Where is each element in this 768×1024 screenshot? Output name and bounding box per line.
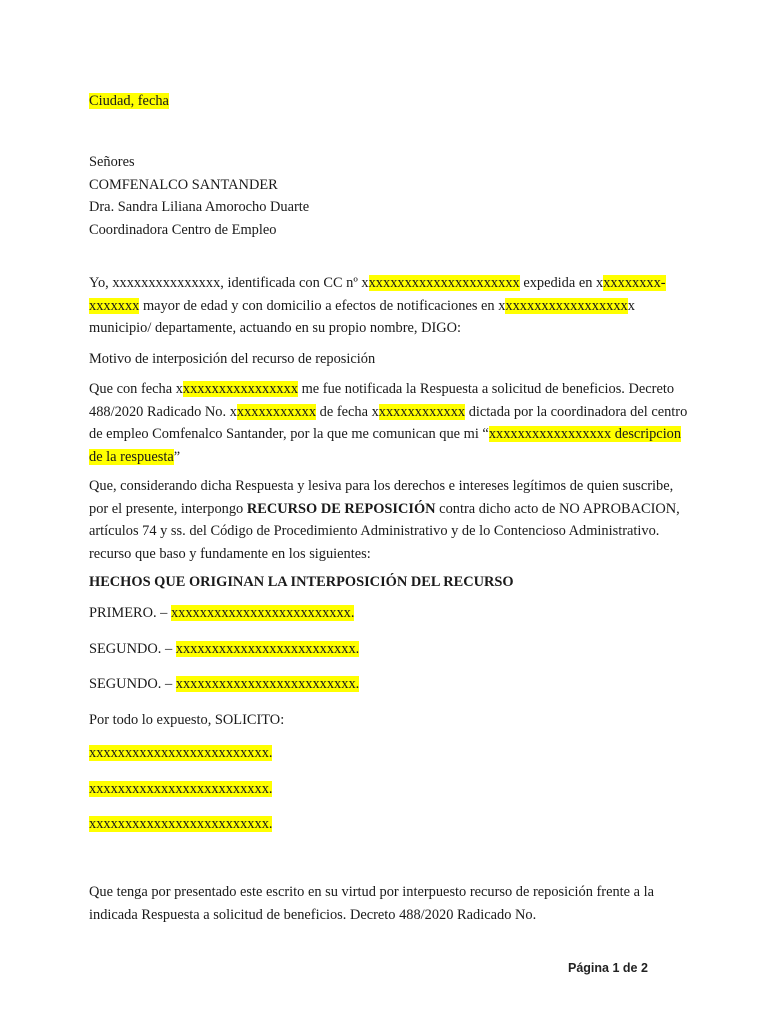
recurso-reposicion-bold: RECURSO DE REPOSICIÓN [246, 500, 436, 517]
hecho-text: xxxxxxxxxxxxxxxxxxxxxxxxx. [175, 676, 360, 692]
hechos-title: HECHOS QUE ORIGINAN LA INTERPOSICIÓN DEL RECURSO [89, 574, 514, 590]
intro-text-3: mayor de edad y con domicilio a efectos de notificaciones en x [139, 297, 506, 314]
hecho-label: SEGUNDO. – [89, 676, 176, 692]
recipient-role: Coordinadora Centro de Empleo [89, 221, 277, 238]
motivo-title: Motivo de interposición del recurso de reposición [89, 351, 376, 367]
motivo-text-1: Que con fecha x [89, 381, 183, 397]
solicito-text: xxxxxxxxxxxxxxxxxxxxxxxxx. [89, 816, 273, 832]
motivo-text-2: me fue notificada la Respuesta a solicitud de beneficios. Decreto 488/2020 Radicado No. x [89, 381, 675, 420]
hecho-item [89, 638, 689, 661]
considerando-text-1: Que, considerando dicha Respuesta y lesiva para los derechos e intereses legítimos de quien suscribe, por el presente, interpongo [89, 478, 674, 517]
intro-text-2: expedida en x [519, 275, 604, 291]
closing-paragraph: Que tenga por presentado este escrito en su virtud por interpuesto recurso de reposición frente a la indicada Respuesta a solicitud de beneficios. Decreto 488/2020 Radicado No. [89, 884, 655, 923]
considerando-text-2: contra dicho acto de NO APROBACION, artículos 74 y ss. del Código de Procedimiento Administrativo y de lo Contencioso Administrativo. recurso que baso y fundamente en los siguientes: [89, 500, 680, 562]
intro-text-4: x municipio/ departamente, actuando en su propio nombre, DIGO: [89, 297, 635, 336]
motivo-text-3: de fecha x [316, 403, 379, 420]
solicito-title: Por todo lo expuesto, SOLICITO: [89, 712, 285, 728]
considerando-paragraph [89, 475, 689, 565]
salutation: Señores [89, 154, 135, 170]
hecho-label: PRIMERO. – [89, 605, 171, 621]
page-number: Página 1 de 2 [568, 961, 648, 975]
motivo-description: xxxxxxxxxxxxxxxxx descripcion de la respuesta [89, 426, 682, 465]
hecho-text: xxxxxxxxxxxxxxxxxxxxxxxxx. [175, 641, 360, 657]
city-date [89, 90, 689, 113]
intro-cc: xxxxxxxxxxxxxxxxxxxxx [368, 275, 520, 291]
intro-address: xxxxxxxxxxxxxxxxx [505, 297, 628, 314]
hecho-item [89, 602, 689, 625]
solicito-text: xxxxxxxxxxxxxxxxxxxxxxxxx. [89, 781, 273, 797]
hecho-item [89, 673, 689, 696]
recipient-block [89, 151, 689, 241]
solicito-item [89, 778, 689, 801]
motivo-text-5: ” [173, 448, 181, 465]
motivo-date-1: xxxxxxxxxxxxxxxx [182, 381, 299, 397]
solicito-item [89, 813, 689, 836]
intro-text-1: Yo, xxxxxxxxxxxxxxx, identificada con CC nº x [89, 275, 369, 291]
motivo-radicado: xxxxxxxxxxx [236, 403, 317, 420]
hecho-text: xxxxxxxxxxxxxxxxxxxxxxxxx. [170, 605, 355, 621]
intro-paragraph [89, 272, 689, 340]
solicito-text: xxxxxxxxxxxxxxxxxxxxxxxxx. [89, 745, 273, 761]
city-date-text: Ciudad, fecha [89, 93, 169, 109]
motivo-text-4: dictada por la coordinadora del centro de empleo Comfenalco Santander, por la que me comunican que mi “ [89, 403, 688, 442]
recipient-org: COMFENALCO SANTANDER [89, 176, 278, 193]
motivo-date-2: xxxxxxxxxxxx [378, 403, 466, 420]
recipient-name: Dra. Sandra Liliana Amorocho Duarte [89, 199, 310, 215]
solicito-item [89, 742, 689, 765]
motivo-paragraph [89, 378, 689, 468]
intro-place: xxxxxxxx-xxxxxxx [89, 275, 666, 314]
hecho-label: SEGUNDO. – [89, 641, 176, 657]
